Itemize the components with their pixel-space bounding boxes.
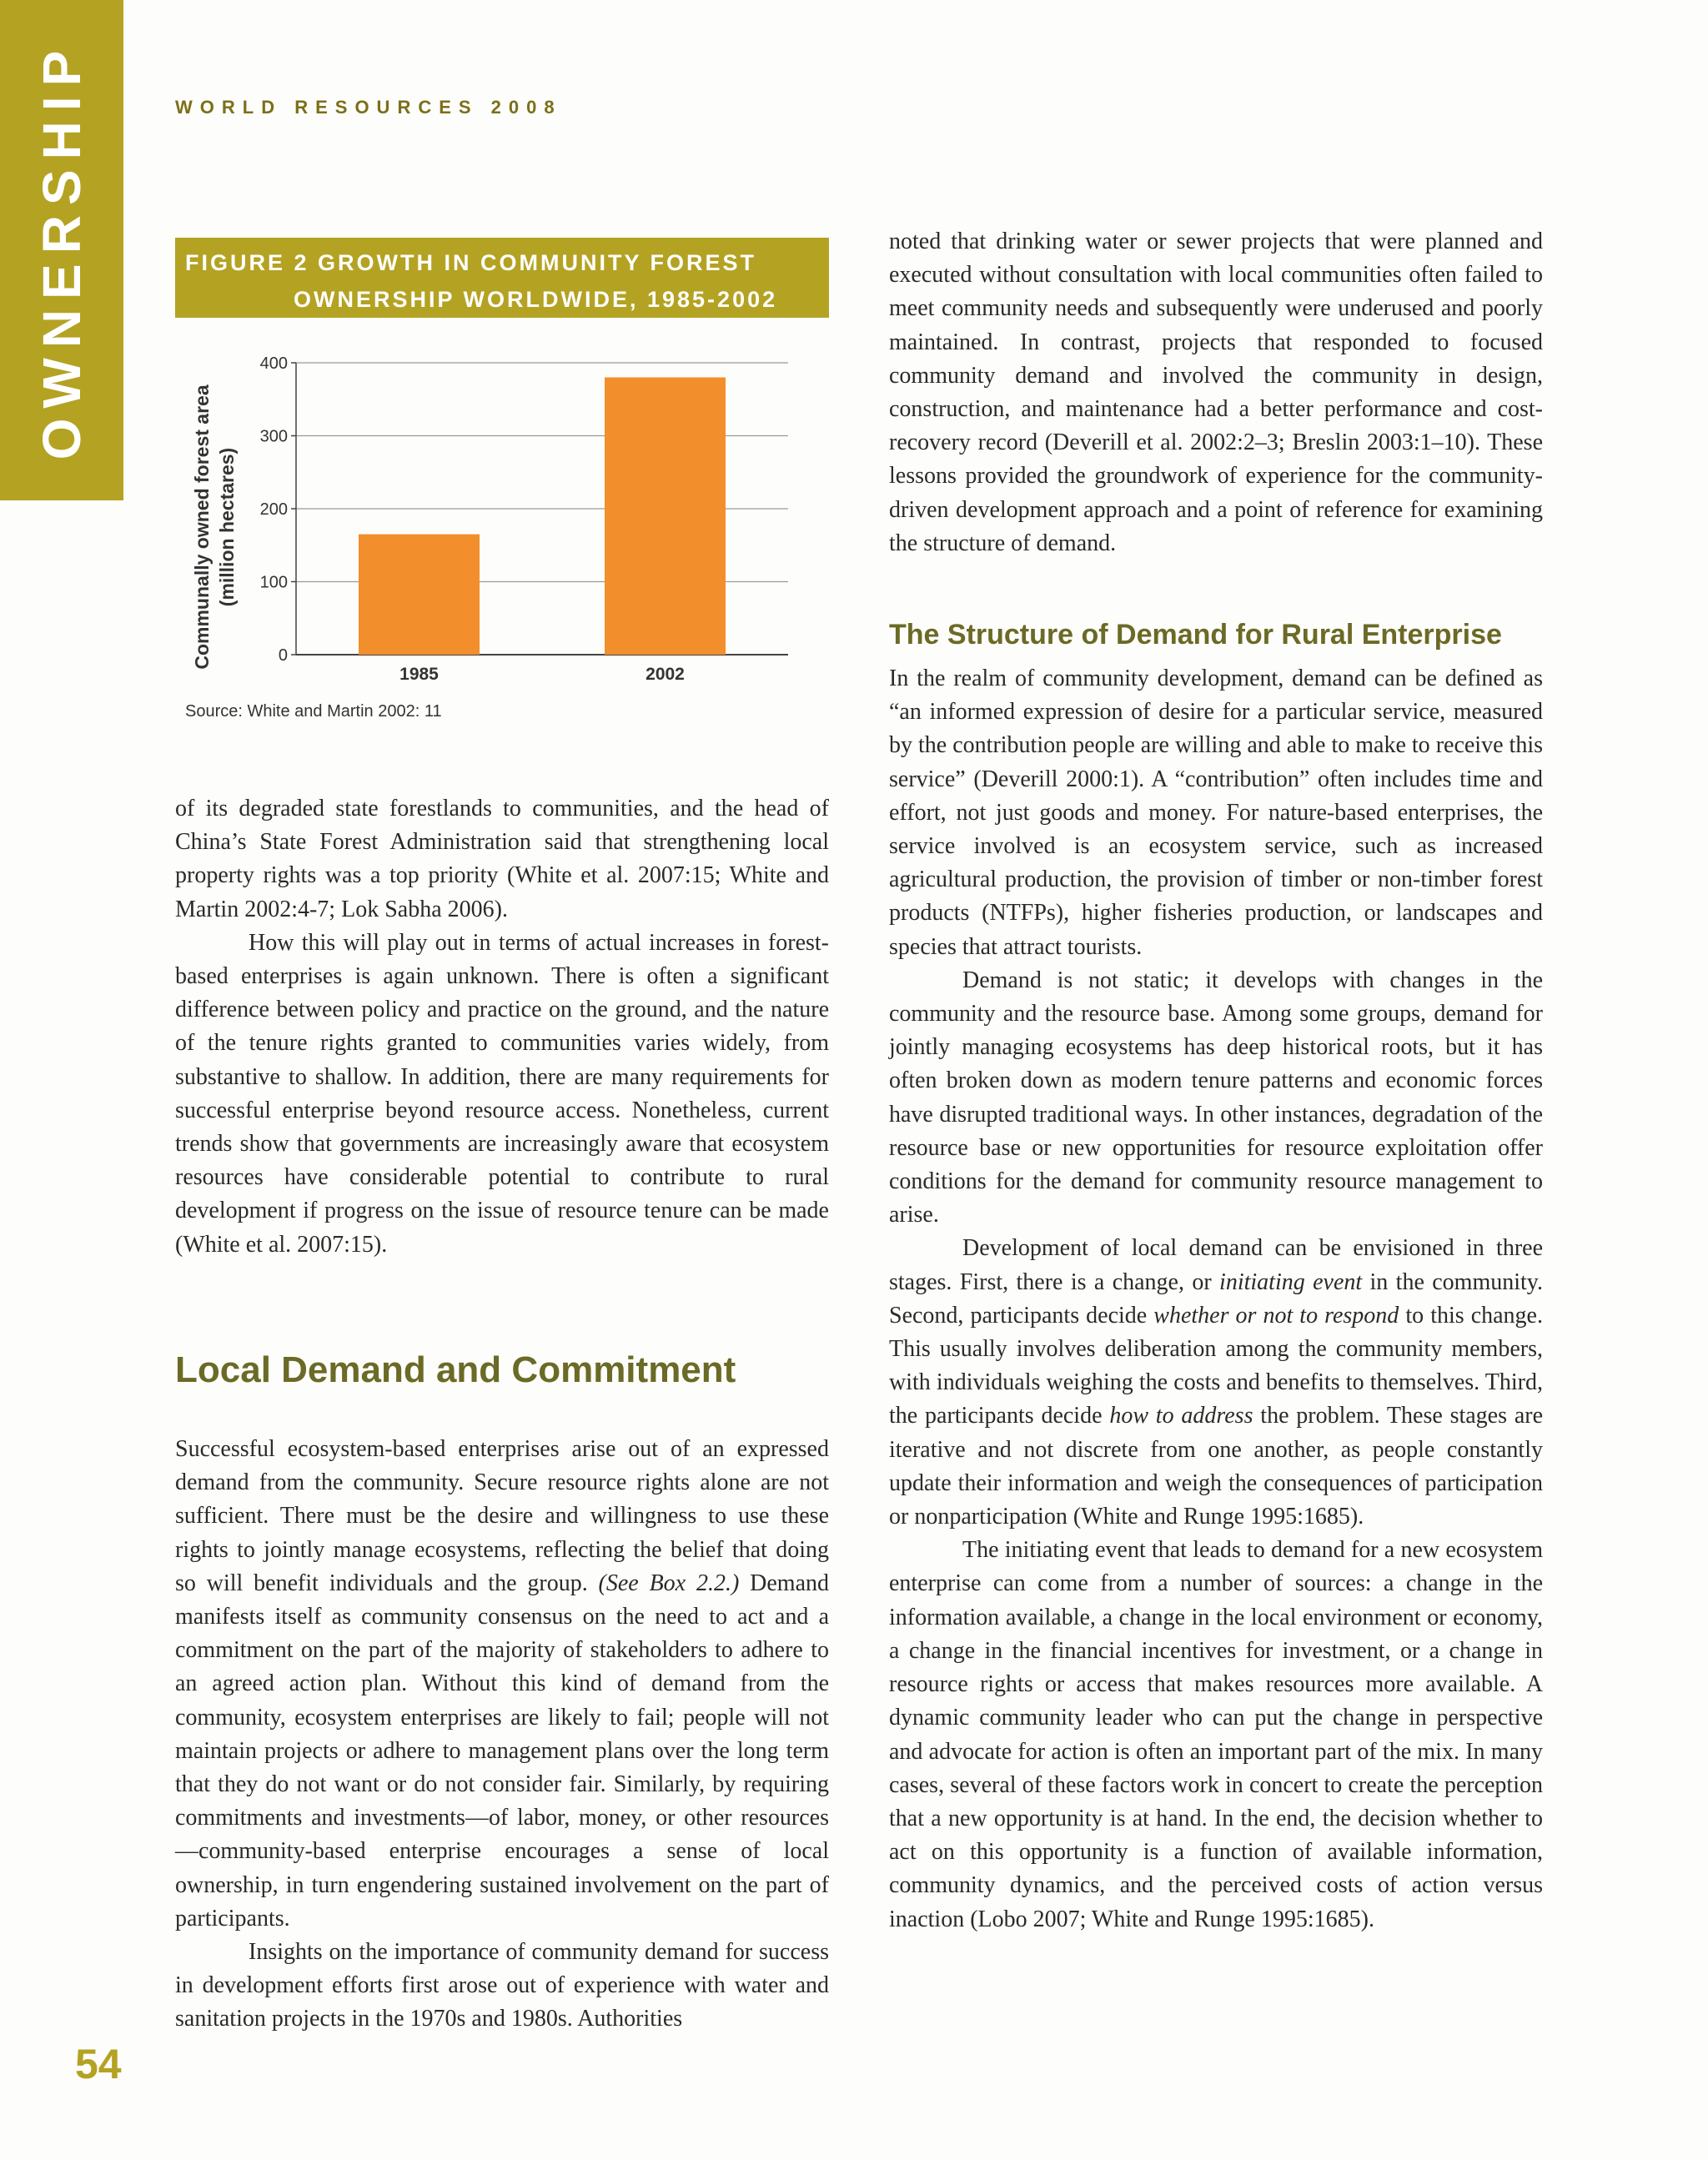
left-column-bottom (175, 1433, 829, 2037)
figure-title-line-1: FIGURE 2 GROWTH IN COMMUNITY FOREST (185, 250, 756, 275)
y-tick-label: 400 (259, 354, 288, 373)
section-heading-local-demand: Local Demand and Commitment (175, 1349, 736, 1390)
forest-ownership-bar-chart (175, 334, 829, 701)
bar-2002 (605, 378, 726, 656)
section-heading-structure-of-demand: The Structure of Demand for Rural Enterprise (889, 619, 1502, 651)
page-number: 54 (75, 2041, 122, 2087)
y-tick-label: 0 (278, 646, 288, 665)
paragraph: Successful ecosystem-based enterprises arise out of an expressed demand from the community. Secure resource rights alone are not sufficient. There must be the desire and willingness to use these rights to jointly manage ecosystems, reflecting the belief that doing so will benefit individuals and the group. (See Box 2.2.) Demand manifests itself as community consensus on the need to act and a commitment on the part of the majority of stakeholders to adhere to an agreed action plan. Without this kind of demand from the community, ecosystem enterprises are likely to fail; people will not maintain projects or adhere to management plans over the long term that they do not want or do not consider fair. Similarly, by requiring commitments and investments—of labor, money, or other resources—community-based enterprise encourages a sense of local ownership, in turn engendering sustained involvement on the part of participants. (175, 1436, 830, 1931)
left-column-top (175, 792, 829, 1262)
x-tick-label: 1985 (399, 665, 439, 684)
figure-source: Source: White and Martin 2002: 11 (185, 702, 442, 721)
section-side-tab (0, 0, 123, 500)
figure-title (175, 238, 829, 318)
paragraph: The initiating event that leads to demand for a new ecosystem enterprise can come from a number of sources: a change in the information available, a change in the local environment or economy, a change in the financial incentives for investment, or a change in resource rights or access that makes resources more available. A dynamic community leader who can put the change in perspective and advocate for action is often an important part of the mix. In many cases, several of these factors work in concert to create the perception that a new opportunity is at hand. In the end, the decision whether to act on this opportunity is a function of available information, community dynamics, and the perceived costs of action versus inaction (Lobo 2007; White and Runge 1995:1685). (889, 1537, 1543, 1932)
chart-y-ticks (260, 354, 296, 665)
chart-x-ticks (399, 665, 685, 684)
bar-1985 (359, 535, 480, 655)
paragraph: Demand is not static; it develops with changes in the community and the resource base. Among some groups, demand for jointly managing ecosystems has deep historical roots, but it has often broken down as modern tenure patterns and economic forces have disrupted traditional ways. In other instances, degradation of the resource base or new opportunities for resource exploitation offer conditions for the demand for community resource management to arise. (889, 967, 1543, 1228)
x-tick-label: 2002 (646, 665, 685, 684)
y-axis-label-line-2: (million hectares) (216, 447, 238, 607)
right-column-top (889, 225, 1543, 560)
section-tab-label: OWNERSHIP (32, 40, 92, 460)
y-axis-label-line-1: Communally owned forest area (191, 384, 213, 670)
paragraph: In the realm of community development, demand can be defined as “an informed expression of desire for a particular service, measured by the contribution people are willing and able to make to receive this service” (Deverill 2000:1). A “contribution” often includes time and effort, not just goods and money. For nature-based enterprises, the service involved is an ecosystem service, such as increased agricultural production, the provision of timber or non-timber forest products (NTFPs), higher fisheries production, or landscapes and species that attract tourists. (889, 666, 1543, 960)
box-reference: (See Box 2.2.) (598, 1570, 740, 1596)
y-tick-label: 300 (259, 427, 288, 446)
right-column-bottom (889, 662, 1543, 1936)
figure-title-line-2: OWNERSHIP WORLDWIDE, 1985-2002 (294, 287, 778, 312)
paragraph: noted that drinking water or sewer projects that were planned and executed without consultation with local communities often failed to meet community needs and subsequently were underused and poorly maintained. In contrast, projects that responded to focused community demand and involved the community in design, construction, and maintenance had a better performance and cost-recovery record (Deverill et al. 2002:2–3; Breslin 2003:1–10). These lessons provided the groundwork of experience for the community-driven development approach and a point of reference for examining the structure of demand. (889, 229, 1543, 556)
y-tick-label: 100 (259, 573, 288, 592)
chart-bars (359, 378, 726, 656)
paragraph: How this will play out in terms of actual increases in forest-based enterprises is again unknown. There is often a significant difference between policy and practice on the ground, and the nature of the tenure rights granted to communities varies widely, from substantive to shallow. In addition, there are many requirements for successful enterprise beyond resource access. Nonetheless, current trends show that governments are increasingly aware that ecosystem resources have considerable potential to contribute to rural development if progress on the issue of resource tenure can be made (White et al. 2007:15). (175, 929, 829, 1258)
y-tick-label: 200 (259, 500, 288, 519)
running-head: WORLD RESOURCES 2008 (175, 97, 562, 118)
paragraph: Insights on the importance of community demand for success in development efforts first arose out of experience with water and sanitation projects in the 1970s and 1980s. Authorities (175, 1939, 829, 2032)
paragraph: Development of local demand can be envisioned in three stages. First, there is a change, or initiating event in the community. Second, participants decide whether or not to respond to this change. This usually involves deliberation among the community members, with individuals weighing the costs and benefits to themselves. Third, the participants decide how to address the problem. These stages are iterative and not discrete from one another, as people constantly update their information and weigh the consequences of participation or nonparticipation (White and Runge 1995:1685). (889, 1235, 1543, 1530)
paragraph: of its degraded state forestlands to communities, and the head of China’s State Forest Administration said that strengthening local property rights was a top priority (White et al. 2007:15; White and Martin 2002:4-7; Lok Sabha 2006). (175, 796, 829, 922)
